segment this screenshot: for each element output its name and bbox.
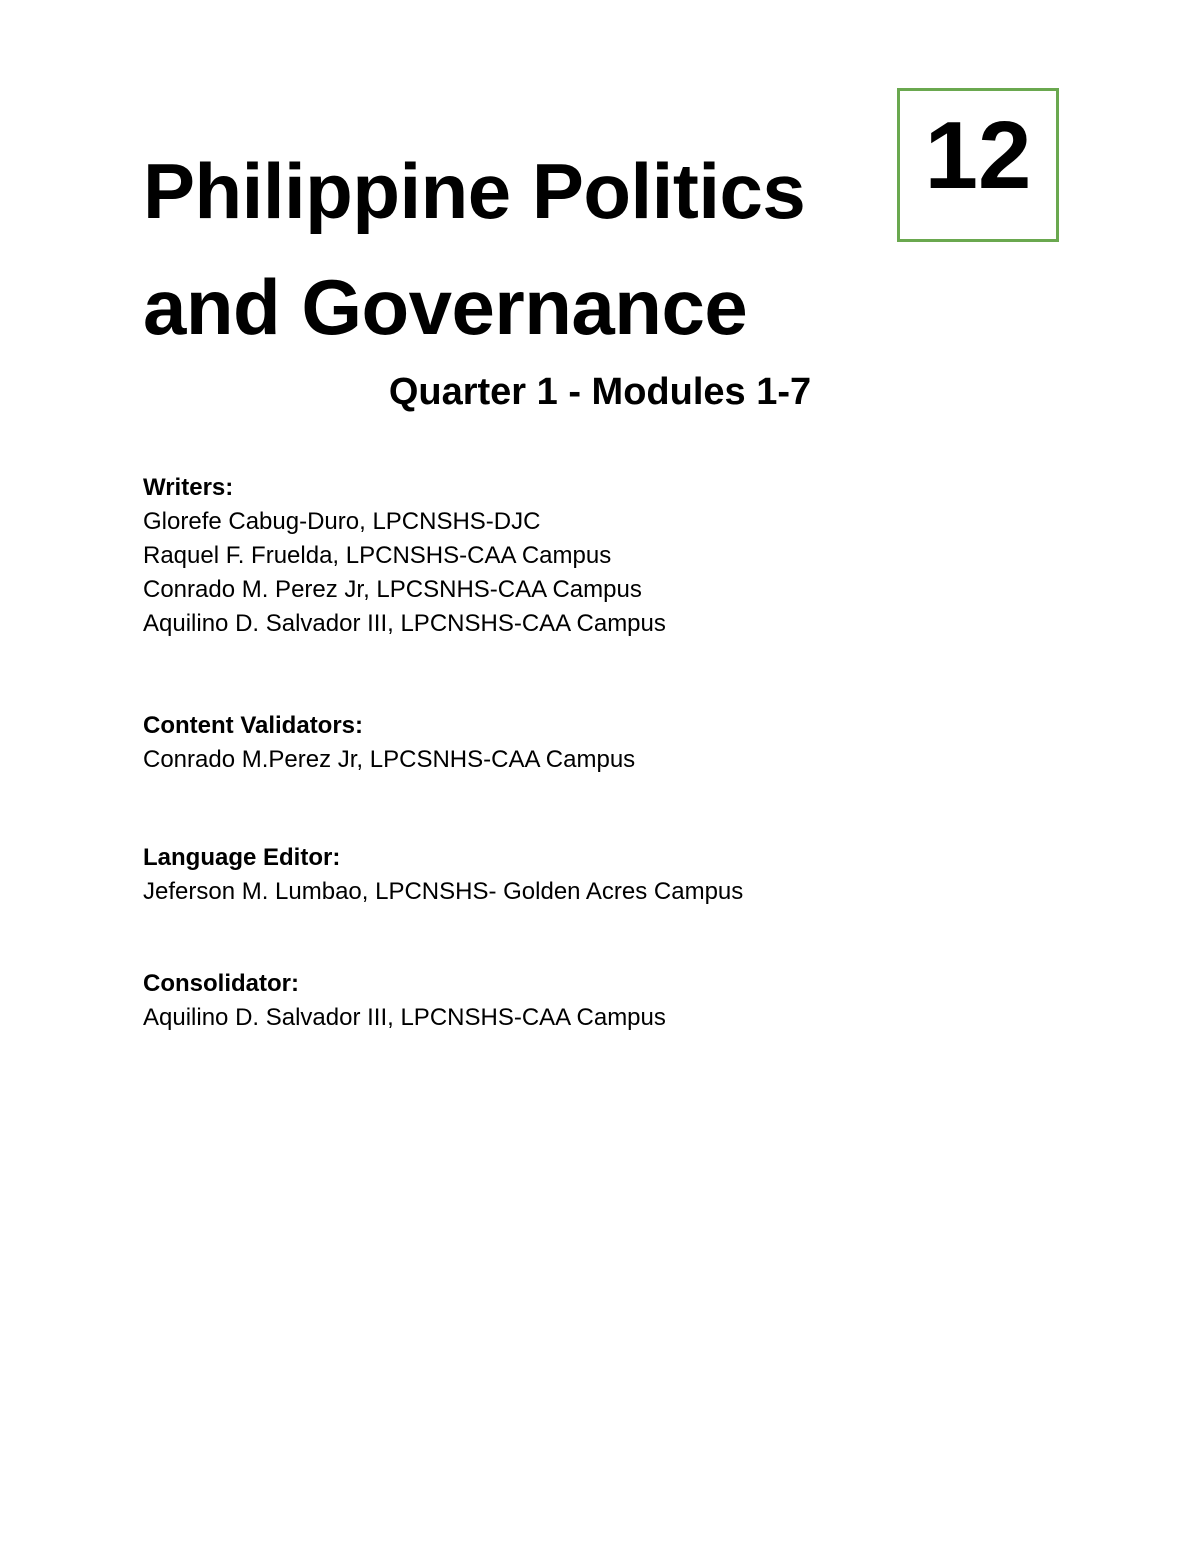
writer-entry: Raquel F. Fruelda, LPCNSHS-CAA Campus — [143, 542, 612, 569]
writers-heading: Writers: — [143, 474, 234, 501]
language-editor-heading: Language Editor: — [143, 844, 341, 871]
language-editor-section — [143, 841, 743, 909]
title-line-1: Philippine Politics — [143, 147, 806, 235]
language-editor-entry: Jeferson M. Lumbao, LPCNSHS- Golden Acres Campus — [143, 878, 744, 905]
grade-level-box — [897, 88, 1059, 242]
consolidator-entry: Aquilino D. Salvador III, LPCNSHS-CAA Campus — [143, 1004, 666, 1031]
writer-entry: Glorefe Cabug-Duro, LPCNSHS-DJC — [143, 508, 541, 535]
content-validators-heading: Content Validators: — [143, 712, 364, 739]
writer-entry: Aquilino D. Salvador III, LPCNSHS-CAA Campus — [143, 610, 666, 637]
grade-level-number: 12 — [924, 102, 1032, 209]
subtitle: Quarter 1 - Modules 1-7 — [388, 371, 812, 413]
consolidator-heading: Consolidator: — [143, 970, 299, 997]
writers-section — [143, 471, 666, 641]
title-line-2: and Governance — [143, 263, 748, 351]
writer-entry: Conrado M. Perez Jr, LPCSNHS-CAA Campus — [143, 576, 642, 603]
consolidator-section — [143, 967, 666, 1035]
content-validator-entry: Conrado M.Perez Jr, LPCSNHS-CAA Campus — [143, 746, 636, 773]
content-validators-section — [143, 709, 635, 777]
